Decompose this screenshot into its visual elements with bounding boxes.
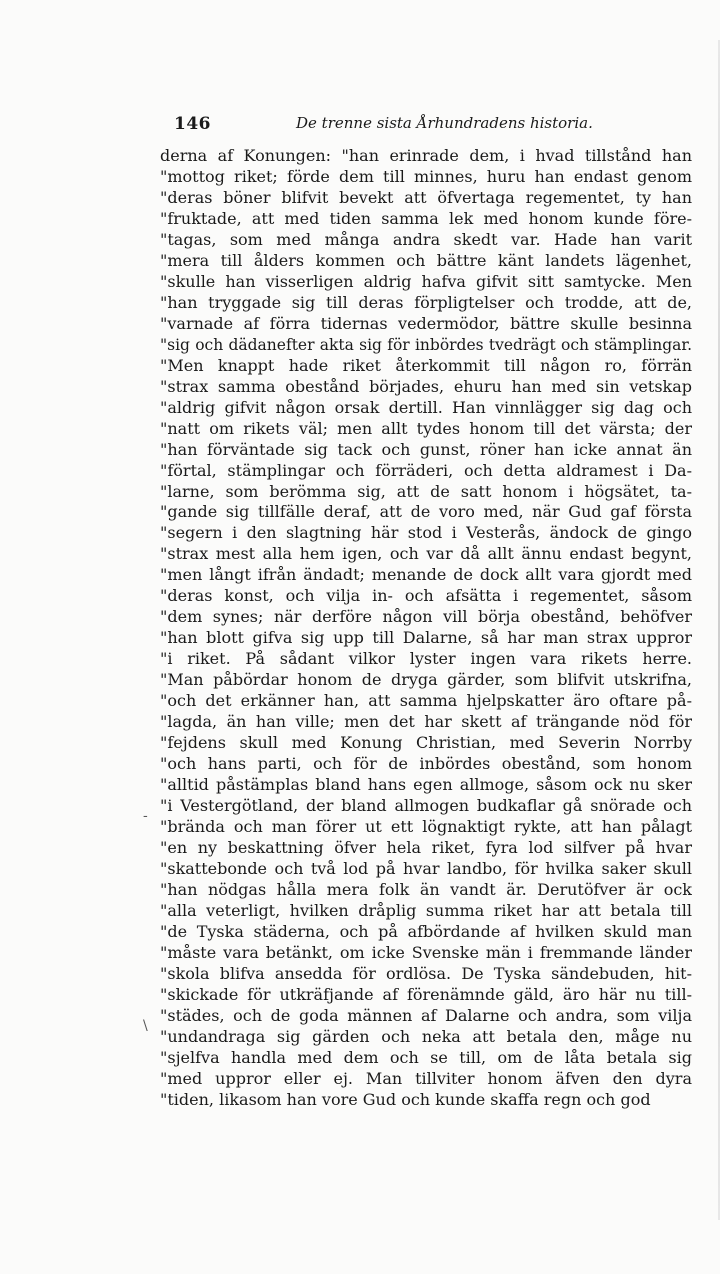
text-line: "strax samma obestånd börjades, ehuru han med sin vetskap <box>160 376 692 396</box>
text-line: "strax mest alla hem igen, och var då allt ännu endast begynt, <box>160 544 692 564</box>
text-line: "mera till ålders kommen och bättre känt landets lägenhet, <box>160 250 692 270</box>
running-head <box>174 114 593 138</box>
text-line: "han tryggade sig till deras förpligtelser och trodde, att de, <box>160 292 692 312</box>
text-line: "sig och dädanefter akta sig för inbördes tvedrägt och stämplingar. <box>160 335 692 354</box>
text-line: "dem synes; när derföre någon vill börja obestånd, behöfver <box>160 607 692 627</box>
margin-mark: - <box>143 808 148 824</box>
text-line: "han förväntade sig tack och gunst, röner han icke annat än <box>160 439 692 459</box>
text-line: "varnade af förra tidernas vedermödor, bättre skulle besinna <box>160 313 692 333</box>
margin-mark: \ <box>143 1018 148 1034</box>
text-line: "städes, och de goda männen af Dalarne och andra, som vilja <box>160 1005 692 1025</box>
text-line: "Man påbördar honom de dryga gärder, som blifvit utskrifna, <box>160 670 692 690</box>
text-line: "undandraga sig gärden och neka att betala den, måge nu <box>160 1026 692 1046</box>
text-line: "skickade för utkräfjande af förenämnde gäld, äro här nu till- <box>160 984 692 1004</box>
text-line: "skattebonde och två lod på hvar landbo, för hvilka saker skull <box>160 858 692 878</box>
text-line: "tiden, likasom han vore Gud och kunde skaffa regn och god <box>160 1089 651 1109</box>
body-text <box>160 146 692 1111</box>
text-line: "och hans parti, och för de inbördes obestånd, som honom <box>160 754 692 774</box>
text-line: derna af Konungen: "han erinrade dem, i hvad tillstånd han <box>160 146 692 165</box>
text-line: "han nödgas hålla mera folk än vandt är. Derutöfver är ock <box>160 879 692 899</box>
running-title: De trenne sista Århundradens historia. <box>296 114 593 132</box>
text-line: "i Vestergötland, der bland allmogen budkaflar gå snörade och <box>160 796 692 816</box>
text-line: "natt om rikets väl; men allt tydes honom till det värsta; der <box>160 418 692 438</box>
text-line: "gande sig tillfälle deraf, att de voro med, när Gud gaf första <box>160 502 692 522</box>
text-line: "mottog riket; förde dem till minnes, huru han endast genom <box>160 166 692 186</box>
text-line: "fejdens skull med Konung Christian, med Severin Norrby <box>160 733 692 753</box>
page-number: 146 <box>174 114 211 134</box>
text-line: "förtal, stämplingar och förräderi, och detta aldramest i Da- <box>160 460 692 480</box>
text-line: "sjelfva handla med dem och se till, om de låta betala sig <box>160 1047 692 1067</box>
text-line: "skulle han visserligen aldrig hafva gifvit sitt samtycke. Men <box>160 271 692 291</box>
text-line: "segern i den slagtning här stod i Vesterås, ändock de gingo <box>160 523 692 543</box>
text-line: "aldrig gifvit någon orsak dertill. Han vinnlägger sig dag och <box>160 397 692 417</box>
text-line: "skola blifva ansedda för ordlösa. De Tyska sändebuden, hit- <box>160 963 692 983</box>
text-line: "en ny beskattning öfver hela riket, fyra lod silfver på hvar <box>160 837 692 857</box>
text-line: "i riket. På sådant vilkor lyster ingen vara rikets herre. <box>160 649 692 669</box>
text-line: "Men knappt hade riket återkommit till någon ro, förrän <box>160 355 692 375</box>
text-line: "brända och man förer ut ett lögnaktigt rykte, att han pålagt <box>160 817 692 836</box>
text-line: "han blott gifva sig upp till Dalarne, så har man strax uppror <box>160 628 692 648</box>
text-line: "tagas, som med många andra skedt var. Hade han varit <box>160 229 692 249</box>
text-line: "med uppror eller ej. Man tillviter honom äfven den dyra <box>160 1068 692 1088</box>
text-line: "men långt ifrån ändadt; menande de dock allt vara gjordt med <box>160 565 692 585</box>
text-line: "måste vara betänkt, om icke Svenske män i fremmande länder <box>160 942 692 962</box>
text-line: "deras böner blifvit bevekt att öfvertaga regementet, ty han <box>160 187 692 207</box>
text-line: "lagda, än han ville; men det har skett af trängande nöd för <box>160 712 692 732</box>
text-line: "larne, som berömma sig, att de satt honom i högsätet, ta- <box>160 481 692 501</box>
text-line: "alla veterligt, hvilken dråplig summa riket har att betala till <box>160 900 692 920</box>
text-line: "alltid påstämplas bland hans egen allmoge, såsom ock nu sker <box>160 775 692 795</box>
text-line: "fruktade, att med tiden samma lek med honom kunde före- <box>160 208 692 228</box>
text-line: "de Tyska städerna, och på afbördande af hvilken skuld man <box>160 921 692 941</box>
text-line: "deras konst, och vilja in- och afsätta i regementet, såsom <box>160 586 692 606</box>
text-line: "och det erkänner han, att samma hjelpskatter äro oftare på- <box>160 691 692 711</box>
